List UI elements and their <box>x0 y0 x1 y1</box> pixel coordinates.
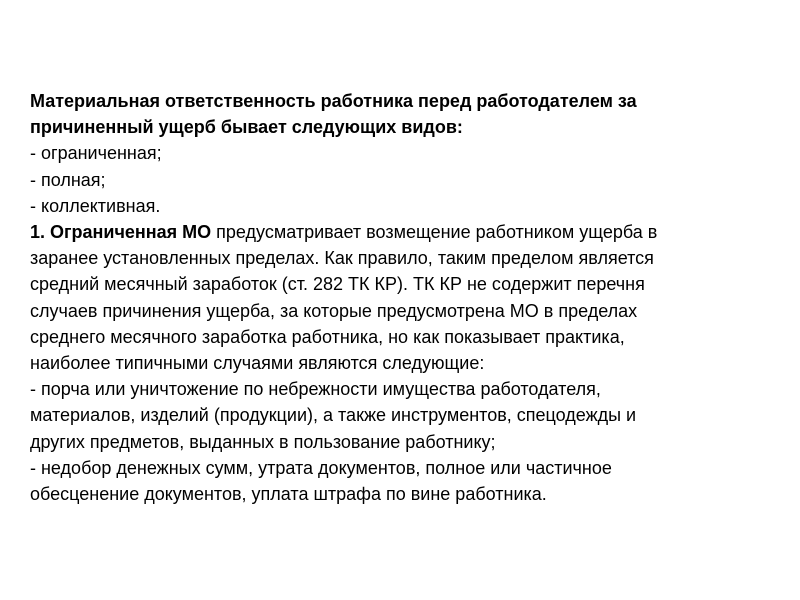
section1-line-9: - недобор денежных сумм, утрата документов, полное или частичное <box>30 457 612 478</box>
list-item-collective: - коллективная. <box>30 195 161 216</box>
section1-line-8: других предметов, выданных в пользование работнику; <box>30 431 496 452</box>
slide-text-block <box>30 88 780 507</box>
section1-lead-bold: 1. Ограниченная МО <box>30 222 212 243</box>
section1-lead-rest: предусматривает возмещение работником ущерба в <box>211 222 658 243</box>
list-item-limited: - ограниченная; <box>30 143 162 164</box>
section1-first-line <box>30 219 780 245</box>
section1-line-4: среднего месячного заработка работника, но как показывает практика, <box>30 326 625 347</box>
heading-line-2: причиненный ущерб бывает следующих видов: <box>30 117 463 138</box>
section1-line-3: случаев причинения ущерба, за которые предусмотрена МО в пределах <box>30 300 638 321</box>
section1-line-5: наиболее типичными случаями являются следующие: <box>30 353 485 374</box>
section1-line-10: обесценение документов, уплата штрафа по вине работника. <box>30 484 547 505</box>
section1-line-7: материалов, изделий (продукции), а также инструментов, спецодежды и <box>30 405 637 426</box>
list-item-full: - полная; <box>30 169 106 190</box>
section1-line-1: заранее установленных пределах. Как правило, таким пределом является <box>30 248 654 269</box>
section1-line-2: средний месячный заработок (ст. 282 ТК КР). ТК КР не содержит перечня <box>30 274 645 295</box>
section1-line-6: - порча или уничтожение по небрежности имущества работодателя, <box>30 379 601 400</box>
heading-line-1: Материальная ответственность работника перед работодателем за <box>30 91 637 111</box>
